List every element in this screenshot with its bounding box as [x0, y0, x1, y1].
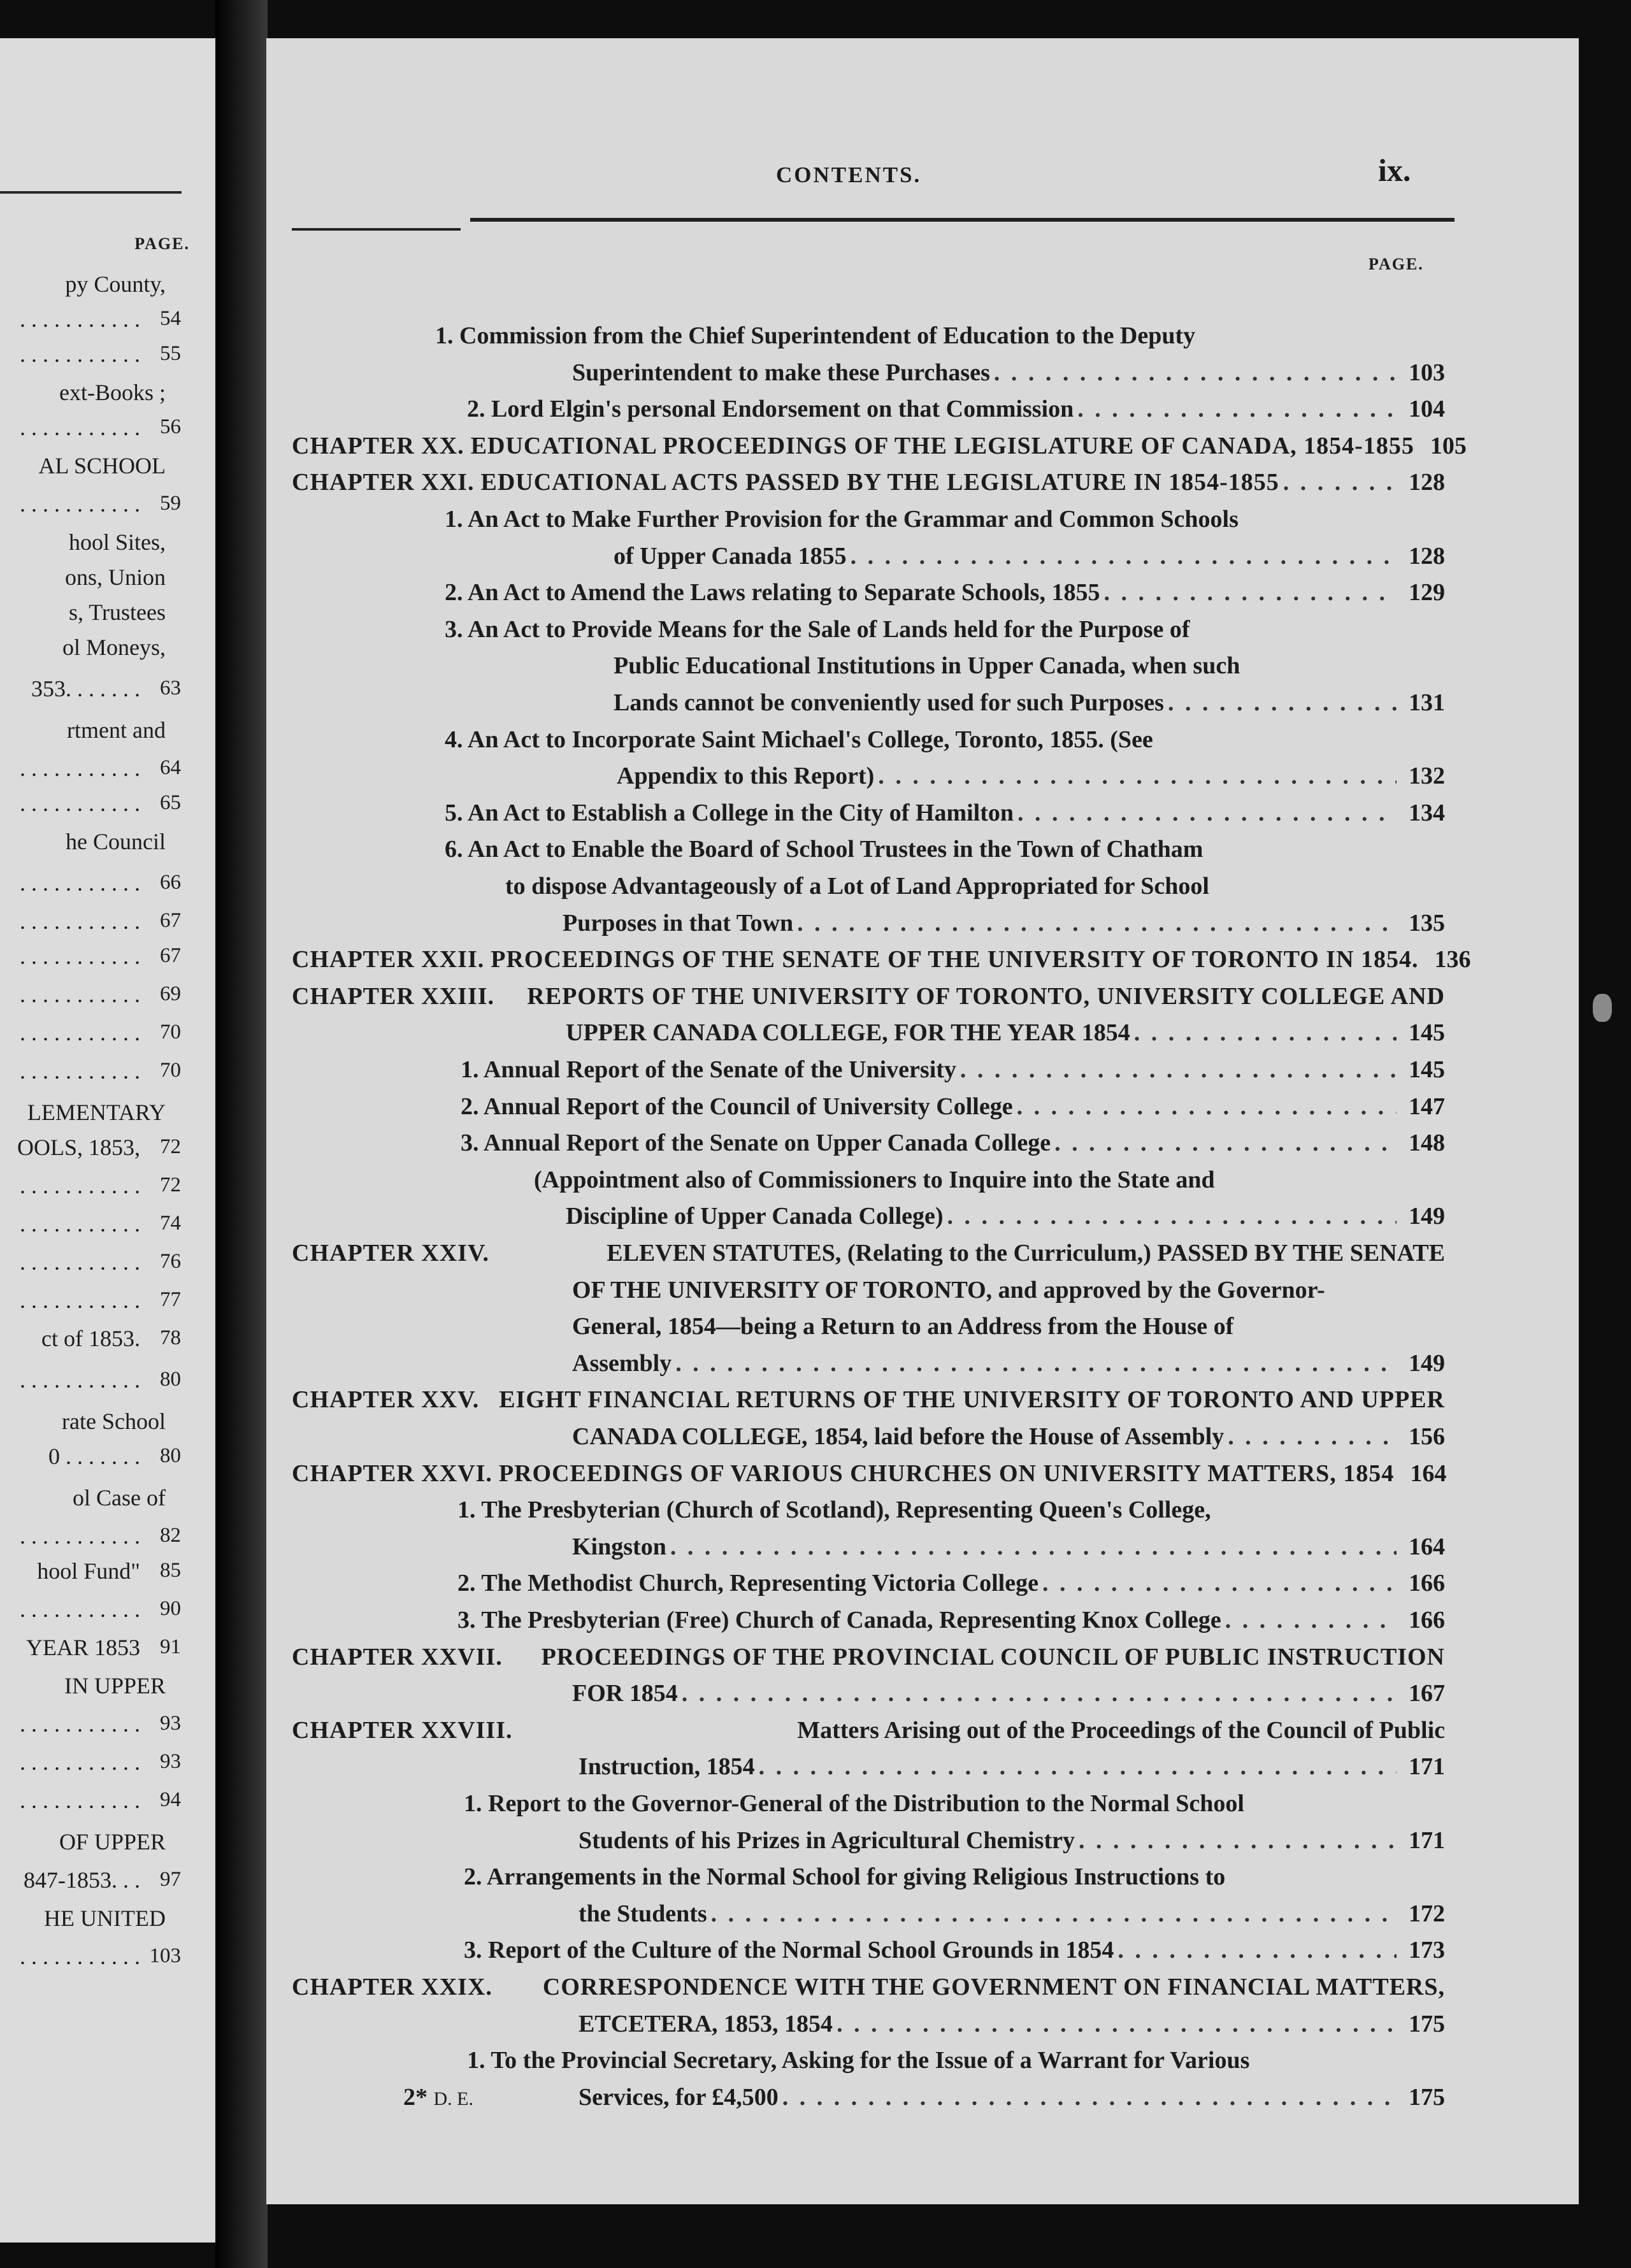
- left-page-number: 77: [160, 1288, 181, 1311]
- chapter-label: CHAPTER XXII.: [292, 946, 485, 973]
- chapter-label: CHAPTER XX.: [292, 432, 464, 459]
- chapter-label: CHAPTER XXV.: [292, 1386, 480, 1414]
- left-toc-text: HE UNITED: [44, 1906, 166, 1931]
- left-toc-text: . . . . . . . . . . .: [20, 756, 140, 781]
- left-toc-text: . . . . . . . . . . .: [20, 982, 140, 1007]
- toc-entry-line: [572, 1349, 1445, 1377]
- toc-chapter-line: [292, 1239, 1445, 1267]
- left-toc-text: . . . . . . . . . . .: [20, 1173, 140, 1198]
- left-toc-text: 353. . . . . . .: [31, 676, 140, 701]
- left-page-number: 69: [160, 982, 181, 1005]
- page-number: 148: [1409, 1130, 1445, 1157]
- leader-dots: [1017, 799, 1397, 827]
- page-number: 128: [1409, 542, 1445, 570]
- chapter-label: CHAPTER XXIV.: [292, 1240, 490, 1267]
- leader-dots: [797, 909, 1397, 937]
- page-number: 171: [1409, 1753, 1445, 1781]
- toc-entry-line: [563, 909, 1445, 937]
- leader-dots: [851, 542, 1397, 570]
- left-page-number: 97: [160, 1868, 181, 1891]
- toc-entry-text: CORRESPONDENCE WITH THE GOVERNMENT ON FINANCIAL MATTERS,: [542, 1974, 1445, 2000]
- toc-entry-line: [572, 1276, 1445, 1304]
- toc-entry-line: [578, 1753, 1445, 1781]
- left-page-number: 93: [160, 1712, 181, 1735]
- page-number: 149: [1409, 1203, 1445, 1230]
- toc-entry-text: 5. An Act to Establish a College in the City of Hamilton: [445, 799, 1014, 826]
- toc-entry-line: [534, 1166, 1445, 1194]
- toc-entry-text: Kingston: [572, 1533, 666, 1560]
- left-page-number: 74: [160, 1212, 181, 1235]
- page-column-label: PAGE.: [1369, 255, 1424, 273]
- toc-entry-text: EDUCATIONAL PROCEEDINGS OF THE LEGISLATURE OF CANADA, 1854-1855: [470, 432, 1414, 459]
- toc-entry-text: Matters Arising out of the Proceedings of the Council of Public: [797, 1716, 1445, 1744]
- toc-entry-text: Public Educational Institutions in Upper Canada, when such: [614, 652, 1240, 680]
- leader-dots: [878, 762, 1397, 790]
- toc-entry-line: [445, 726, 1445, 754]
- toc-entry-text: FOR 1854: [572, 1680, 678, 1707]
- toc-entry-text: PROCEEDINGS OF THE PROVINCIAL COUNCIL OF PUBLIC INSTRUCTION: [541, 1643, 1445, 1670]
- toc-entry-text: 2. Lord Elgin's personal Endorsement on that Commission: [467, 396, 1074, 423]
- toc-entry-line: [464, 1863, 1445, 1891]
- contents-page: [266, 38, 1579, 2204]
- chapter-label: CHAPTER XXVIII.: [292, 1716, 513, 1744]
- toc-entry-text: 2. An Act to Amend the Laws relating to Separate Schools, 1855: [445, 579, 1100, 606]
- toc-entry-text: Purposes in that Town: [563, 909, 794, 937]
- left-page-number: 93: [160, 1750, 181, 1773]
- left-toc-text: . . . . . . . . . . .: [20, 1788, 140, 1813]
- left-toc-text: YEAR 1853: [26, 1635, 140, 1660]
- left-page-number: 76: [160, 1250, 181, 1273]
- left-page-number: 54: [160, 307, 181, 330]
- page-number: 175: [1409, 2010, 1445, 2037]
- leader-dots: [682, 1679, 1397, 1707]
- toc-entry-line: [572, 1533, 1445, 1561]
- leader-dots: [1168, 689, 1397, 717]
- toc-entry-line: [464, 1790, 1445, 1818]
- toc-chapter-line: [292, 432, 1467, 460]
- leader-dots: [675, 1349, 1397, 1377]
- page-number: 166: [1409, 1607, 1445, 1633]
- toc-entry-text: 3. Report of the Culture of the Normal School Grounds in 1854: [464, 1937, 1114, 1964]
- leader-dots: [994, 359, 1397, 387]
- toc-entry-text: 1. An Act to Make Further Provision for the Grammar and Common Schools: [445, 506, 1239, 533]
- page-number: 149: [1409, 1349, 1445, 1377]
- toc-entry-text: UPPER CANADA COLLEGE, FOR THE YEAR 1854: [566, 1019, 1130, 1047]
- page-number: 167: [1409, 1680, 1445, 1707]
- page-number: 105: [1430, 432, 1467, 459]
- toc-entry-text: Assembly: [572, 1349, 672, 1377]
- left-toc-text: . . . . . . . . . . .: [20, 870, 140, 896]
- left-toc-text: ons, Union: [64, 564, 166, 590]
- leader-dots: [670, 1533, 1397, 1561]
- page-number: 129: [1409, 579, 1445, 606]
- left-page-number: 72: [160, 1135, 181, 1158]
- toc-chapter-line: [292, 468, 1445, 496]
- toc-chapter-line: [292, 1716, 1445, 1744]
- page-number: 156: [1409, 1423, 1445, 1450]
- toc-entry-line: [617, 762, 1445, 790]
- page-number: 172: [1409, 1900, 1445, 1927]
- page-number: 136: [1434, 946, 1471, 973]
- left-page-number: 82: [160, 1524, 181, 1547]
- leader-dots: [759, 1753, 1397, 1781]
- left-page-number: 64: [160, 756, 181, 779]
- page-title: CONTENTS.: [776, 162, 922, 187]
- header-rule-left: [292, 228, 461, 231]
- toc-chapter-line: [292, 982, 1445, 1010]
- left-page-number: 91: [160, 1635, 181, 1658]
- toc-entry-line: [457, 1606, 1445, 1634]
- page-number: 104: [1409, 396, 1445, 423]
- left-page-number: 55: [160, 342, 181, 365]
- toc-entry-text: 2. The Methodist Church, Representing Victoria College: [457, 1570, 1038, 1597]
- left-page-number: 67: [160, 909, 181, 932]
- toc-entry-text: REPORTS OF THE UNIVERSITY OF TORONTO, UNIVERSITY COLLEGE AND: [527, 982, 1445, 1010]
- left-toc-text: OF UPPER: [59, 1829, 166, 1855]
- toc-entry-line: [467, 2046, 1445, 2074]
- left-page-number: 56: [160, 415, 181, 438]
- leader-dots: [1079, 1827, 1397, 1855]
- left-page-number: 63: [160, 677, 181, 700]
- toc-entry-line: [464, 1936, 1445, 1964]
- left-toc-text: . . . . . . . . . . .: [20, 1020, 140, 1045]
- left-page-number: 85: [160, 1559, 181, 1582]
- toc-entry-text: PROCEEDINGS OF VARIOUS CHURCHES ON UNIVERSITY MATTERS, 1854: [498, 1460, 1395, 1487]
- left-toc-text: 0 . . . . . . .: [48, 1444, 140, 1469]
- toc-entry-text: 1. The Presbyterian (Church of Scotland), Representing Queen's College,: [457, 1496, 1211, 1524]
- printer-signature: [403, 2083, 473, 2111]
- toc-entry-line: [457, 1496, 1445, 1524]
- left-toc-text: . . . . . . . . . . .: [20, 491, 140, 517]
- leader-dots: [1228, 1423, 1397, 1451]
- toc-entry-line: [614, 542, 1445, 570]
- toc-entry-text: ETCETERA, 1853, 1854: [578, 2010, 833, 2037]
- leader-dots: [1283, 468, 1397, 496]
- left-page-fragment: [0, 38, 215, 2243]
- left-toc-text: . . . . . . . . . . .: [20, 1211, 140, 1237]
- page-number: 147: [1409, 1093, 1445, 1120]
- toc-entry-text: the Students: [578, 1900, 707, 1927]
- left-toc-text: . . . . . . . . . . .: [20, 306, 140, 332]
- toc-entry-line: [578, 2083, 1445, 2111]
- leader-dots: [711, 1900, 1397, 1928]
- page-folio: ix.: [1378, 152, 1411, 188]
- left-page-number: 59: [160, 492, 181, 515]
- toc-entry-text: OF THE UNIVERSITY OF TORONTO, and approved by the Governor-: [572, 1276, 1325, 1303]
- toc-entry-line: [461, 1056, 1445, 1084]
- toc-entry-text: 1. Report to the Governor-General of the Distribution to the Normal School: [464, 1790, 1244, 1817]
- toc-entry-line: [505, 872, 1445, 900]
- toc-entry-line: [614, 689, 1445, 717]
- toc-entry-text: 2. Annual Report of the Council of University College: [461, 1093, 1013, 1120]
- toc-entry-line: [578, 2010, 1445, 2038]
- toc-entry-line: [572, 1423, 1445, 1451]
- left-toc-text: rtment and: [67, 717, 166, 743]
- left-toc-text: IN UPPER: [64, 1673, 166, 1698]
- left-toc-text: . . . . . . . . . . .: [20, 1711, 140, 1737]
- toc-entry-line: [467, 395, 1445, 423]
- toc-entry-line: [572, 359, 1445, 387]
- left-page-label: PAGE.: [134, 234, 190, 253]
- leader-dots: [1077, 395, 1397, 423]
- left-page-number: 67: [160, 944, 181, 967]
- toc-entry-line: [572, 1312, 1445, 1340]
- left-toc-text: OOLS, 1853,: [17, 1135, 140, 1160]
- toc-entry-text: 6. An Act to Enable the Board of School Trustees in the Town of Chatham: [445, 836, 1203, 863]
- leader-dots: [1042, 1569, 1397, 1597]
- left-toc-text: . . . . . . . . . . .: [20, 1749, 140, 1775]
- page-number: 171: [1409, 1827, 1445, 1854]
- left-toc-text: py County,: [65, 271, 166, 297]
- leader-dots: [837, 2010, 1397, 2038]
- page-number: 166: [1409, 1570, 1445, 1597]
- left-toc-text: ct of 1853.: [41, 1326, 140, 1351]
- left-toc-text: . . . . . . . . . . .: [20, 341, 140, 367]
- left-toc-text: AL SCHOOL: [38, 453, 166, 478]
- page-number: 135: [1409, 909, 1445, 937]
- toc-chapter-line: [292, 1643, 1445, 1671]
- left-toc-text: LEMENTARY: [27, 1100, 166, 1125]
- toc-entry-text: 3. An Act to Provide Means for the Sale of Lands held for the Purpose of: [445, 615, 1190, 643]
- leader-dots: [1054, 1129, 1397, 1157]
- toc-entry-text: 1. Annual Report of the Senate of the University: [461, 1056, 956, 1083]
- book-gutter: [215, 0, 268, 2268]
- toc-entry-text: CANADA COLLEGE, 1854, laid before the House of Assembly: [572, 1423, 1225, 1450]
- toc-entry-text: Services, for £4,500: [578, 2083, 779, 2111]
- left-page-number: 94: [160, 1788, 181, 1811]
- page-number: 131: [1409, 689, 1445, 716]
- page-number: 132: [1409, 763, 1445, 790]
- left-toc-text: . . . . . . . . . . .: [20, 1523, 140, 1549]
- toc-entry-line: [572, 1679, 1445, 1707]
- left-page-number: 70: [160, 1059, 181, 1082]
- page-number: 173: [1409, 1937, 1445, 1964]
- toc-entry-text: 2. Arrangements in the Normal School for giving Religious Instructions to: [464, 1863, 1226, 1891]
- left-header-rule: [0, 191, 182, 194]
- leader-dots: [1117, 1936, 1397, 1964]
- left-toc-text: . . . . . . . . . . .: [20, 908, 140, 934]
- chapter-label: CHAPTER XXVI.: [292, 1460, 492, 1487]
- toc-entry-text: EIGHT FINANCIAL RETURNS OF THE UNIVERSITY OF TORONTO AND UPPER: [499, 1386, 1445, 1414]
- left-toc-text: . . . . . . . . . . .: [20, 415, 140, 440]
- toc-entry-text: 4. An Act to Incorporate Saint Michael's College, Toronto, 1855. (See: [445, 726, 1153, 753]
- leader-dots: [782, 2083, 1397, 2111]
- page-number: 145: [1409, 1056, 1445, 1083]
- toc-entry-text: Discipline of Upper Canada College): [566, 1203, 944, 1230]
- left-toc-text: . . . . . . . . . . .: [20, 1944, 140, 1969]
- page-number: 128: [1409, 469, 1445, 496]
- chapter-label: CHAPTER XXI.: [292, 469, 475, 496]
- page-number: 103: [1409, 359, 1445, 386]
- toc-entry-text: to dispose Advantageously of a Lot of Land Appropriated for School: [505, 873, 1209, 900]
- toc-entry-line: [445, 615, 1445, 643]
- left-page-number: 70: [160, 1021, 181, 1044]
- page-number: 175: [1409, 2083, 1445, 2111]
- leader-dots: [1225, 1606, 1397, 1634]
- left-toc-text: hool Sites,: [68, 529, 166, 555]
- toc-chapter-line: [292, 1460, 1445, 1488]
- toc-entry-text: 1. Commission from the Chief Superintendent of Education to the Deputy: [435, 322, 1196, 349]
- page-number: 145: [1409, 1019, 1445, 1047]
- left-page-number: 90: [160, 1597, 181, 1620]
- leader-dots: [947, 1202, 1397, 1230]
- left-page-number: 103: [149, 1944, 181, 1967]
- toc-entry-text: EDUCATIONAL ACTS PASSED BY THE LEGISLATURE IN 1854-1855: [480, 469, 1279, 496]
- left-toc-text: rate School: [62, 1409, 166, 1434]
- toc-entry-line: [461, 1129, 1445, 1157]
- toc-entry-line: [566, 1202, 1445, 1230]
- left-toc-text: . . . . . . . . . . .: [20, 944, 140, 969]
- signature-mark: 2*: [403, 2084, 428, 2111]
- left-toc-text: . . . . . . . . . . .: [20, 1367, 140, 1393]
- chapter-label: CHAPTER XXIII.: [292, 982, 495, 1010]
- left-toc-text: s, Trustees: [68, 599, 166, 625]
- toc-entry-text: ELEVEN STATUTES, (Relating to the Curriculum,) PASSED BY THE SENATE: [607, 1240, 1445, 1267]
- left-toc-text: he Council: [66, 829, 166, 854]
- left-toc-text: ol Moneys,: [62, 635, 166, 660]
- toc-entry-text: Instruction, 1854: [578, 1753, 755, 1781]
- left-toc-text: ol Case of: [73, 1485, 166, 1511]
- toc-entry-line: [566, 1019, 1445, 1047]
- page-number: 134: [1409, 799, 1445, 826]
- toc-chapter-line: [292, 1386, 1445, 1414]
- toc-entry-text: 3. Annual Report of the Senate on Upper Canada College: [461, 1130, 1051, 1157]
- toc-chapter-line: [292, 1973, 1445, 2001]
- toc-entry-text: 3. The Presbyterian (Free) Church of Canada, Representing Knox College: [457, 1607, 1221, 1633]
- left-page-number: 65: [160, 791, 181, 814]
- toc-entry-line: [614, 652, 1445, 680]
- signature-text: D. E.: [433, 2088, 473, 2109]
- leader-dots: [960, 1056, 1397, 1084]
- left-page-number: 66: [160, 871, 181, 894]
- toc-entry-line: [578, 1900, 1445, 1928]
- toc-entry-text: Students of his Prizes in Agricultural Chemistry: [578, 1827, 1075, 1854]
- left-page-number: 80: [160, 1444, 181, 1467]
- toc-entry-text: Superintendent to make these Purchases: [572, 359, 990, 386]
- binding-clip: [1593, 994, 1612, 1022]
- toc-entry-line: [445, 578, 1445, 606]
- toc-entry-line: [457, 1569, 1445, 1597]
- page-number: 164: [1409, 1533, 1445, 1560]
- left-toc-text: . . . . . . . . . . .: [20, 1597, 140, 1622]
- chapter-label: CHAPTER XXIX.: [292, 1974, 492, 2000]
- left-toc-text: . . . . . . . . . . .: [20, 1058, 140, 1084]
- toc-entry-line: [578, 1827, 1445, 1855]
- toc-entry-text: of Upper Canada 1855: [614, 542, 847, 570]
- left-page-number: 72: [160, 1173, 181, 1196]
- left-toc-text: hool Fund": [37, 1558, 140, 1584]
- left-toc-text: . . . . . . . . . . .: [20, 1288, 140, 1313]
- left-toc-text: . . . . . . . . . . .: [20, 791, 140, 816]
- toc-entry-text: General, 1854—being a Return to an Address from the House of: [572, 1313, 1234, 1340]
- header-rule-main: [470, 218, 1455, 222]
- toc-entry-line: [435, 322, 1445, 350]
- left-toc-text: ext-Books ;: [59, 380, 166, 405]
- left-toc-text: 847-1853. . .: [24, 1867, 140, 1893]
- leader-dots: [1134, 1019, 1397, 1047]
- toc-chapter-line: [292, 945, 1471, 973]
- left-page-number: 78: [160, 1326, 181, 1349]
- toc-entry-line: [461, 1093, 1445, 1121]
- toc-entry-line: [445, 835, 1445, 863]
- toc-entry-line: [445, 505, 1445, 533]
- toc-entry-text: Lands cannot be conveniently used for such Purposes: [614, 689, 1164, 716]
- toc-entry-text: PROCEEDINGS OF THE SENATE OF THE UNIVERSITY OF TORONTO IN 1854.: [491, 946, 1419, 973]
- toc-entry-line: [445, 799, 1445, 827]
- toc-entry-text: 1. To the Provincial Secretary, Asking for the Issue of a Warrant for Various: [467, 2047, 1250, 2074]
- chapter-label: CHAPTER XXVII.: [292, 1643, 503, 1670]
- page-number: 164: [1410, 1460, 1447, 1487]
- left-page-number: 80: [160, 1368, 181, 1391]
- left-toc-text: . . . . . . . . . . .: [20, 1249, 140, 1275]
- leader-dots: [1103, 578, 1397, 606]
- toc-entry-text: Appendix to this Report): [617, 763, 875, 790]
- leader-dots: [1017, 1093, 1397, 1121]
- toc-entry-text: (Appointment also of Commissioners to Inquire into the State and: [534, 1166, 1215, 1193]
